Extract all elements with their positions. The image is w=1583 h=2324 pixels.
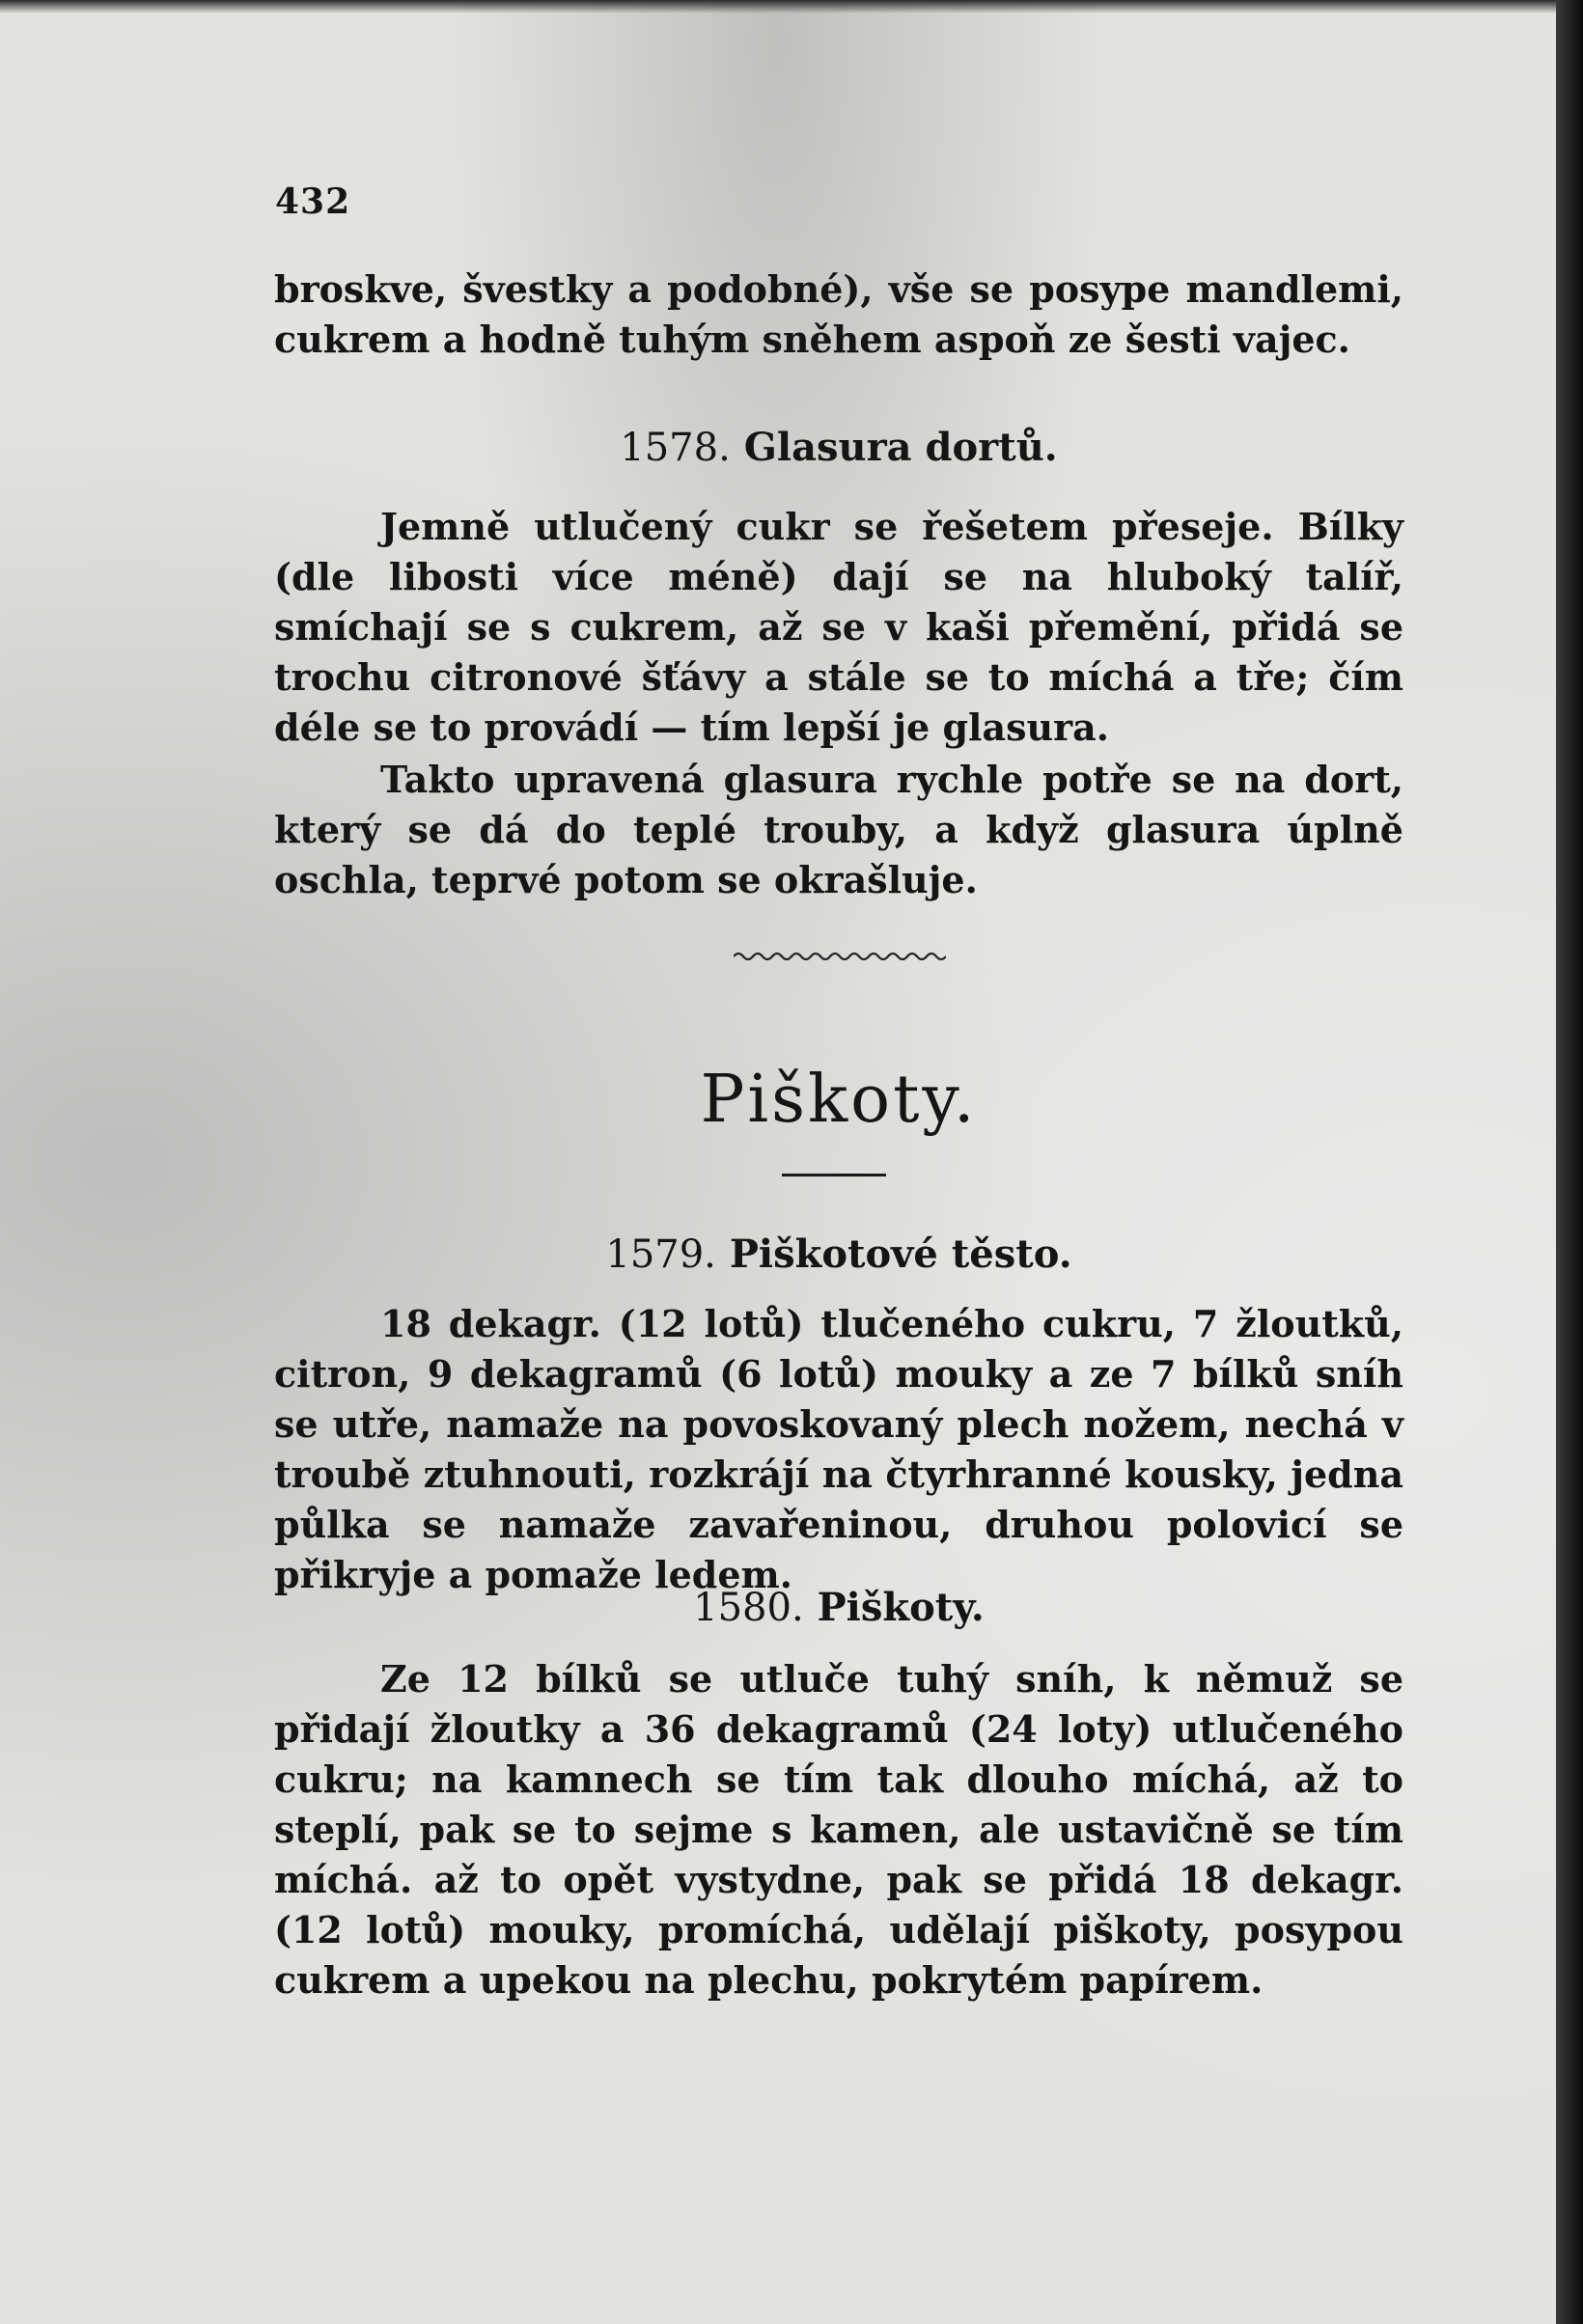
wavy-divider-ornament xyxy=(734,950,946,963)
recipe-1578-paragraph-1: Jemně utlučený cukr se řešetem přeseje. Bílky (dle libosti více méně) dají se na hluboký talíř, smíchají se s cukrem, až se v kaši přemění, přidá se trochu citronové šťávy a stále se to míchá a tře; čím déle se to provádí — tím lepší je glasura. xyxy=(274,505,1403,749)
recipe-1580-heading xyxy=(274,1585,1403,1630)
section-title: Piškoty. xyxy=(700,1062,978,1138)
recipe-1579-title: Piškotové těsto. xyxy=(729,1231,1072,1277)
recipe-1578-title: Glasura dortů. xyxy=(743,425,1058,470)
page-top-shadow xyxy=(0,0,1556,14)
recipe-1578-number: 1578. xyxy=(620,426,731,470)
section-title-rule xyxy=(782,1174,886,1176)
recipe-1578-paragraph-2: Takto upravená glasura rychle potře se na dort, který se dá do teplé trouby, a když glasura úplně oschla, teprvé potom se okrašluje. xyxy=(274,758,1403,901)
book-spine-edge xyxy=(1556,0,1583,2324)
recipe-1580-number: 1580. xyxy=(693,1586,804,1630)
recipe-1580-title: Piškoty. xyxy=(817,1585,985,1630)
recipe-1579-heading xyxy=(274,1231,1403,1277)
recipe-1579-number: 1579. xyxy=(605,1232,716,1277)
recipe-1580-paragraph: Ze 12 bílků se utluče tuhý sníh, k němuž se přidají žloutky a 36 dekagramů (24 loty) utlučeného cukru; na kamnech se tím tak dlouho míchá, až to steplí, pak se to sejme s kamen, ale ustavičně se tím míchá. až to opět vystydne, pak se přidá 18 dekagr. (12 lotů) mouky, promíchá, udělají piškoty, posypou cukrem a upekou na plechu, pokrytém papírem. xyxy=(274,1657,1403,2002)
page-number: 432 xyxy=(275,181,351,222)
intro-paragraph: broskve, švestky a podobné), vše se posype mandlemi, cukrem a hodně tuhým sněhem aspoň ze šesti vajec. xyxy=(274,267,1403,361)
recipe-1579-paragraph: 18 dekagr. (12 lotů) tlučeného cukru, 7 žloutků, citron, 9 dekagramů (6 lotů) mouky a ze 7 bílků sníh se utře, namaže na povoskovaný plech nožem, nechá v troubě ztuhnouti, rozkrájí na čtyrhranné kousky, jedna půlka se namaže zavařeninou, druhou polovicí se přikryje a pomaže ledem. xyxy=(274,1302,1403,1596)
recipe-1578-heading xyxy=(274,425,1403,470)
